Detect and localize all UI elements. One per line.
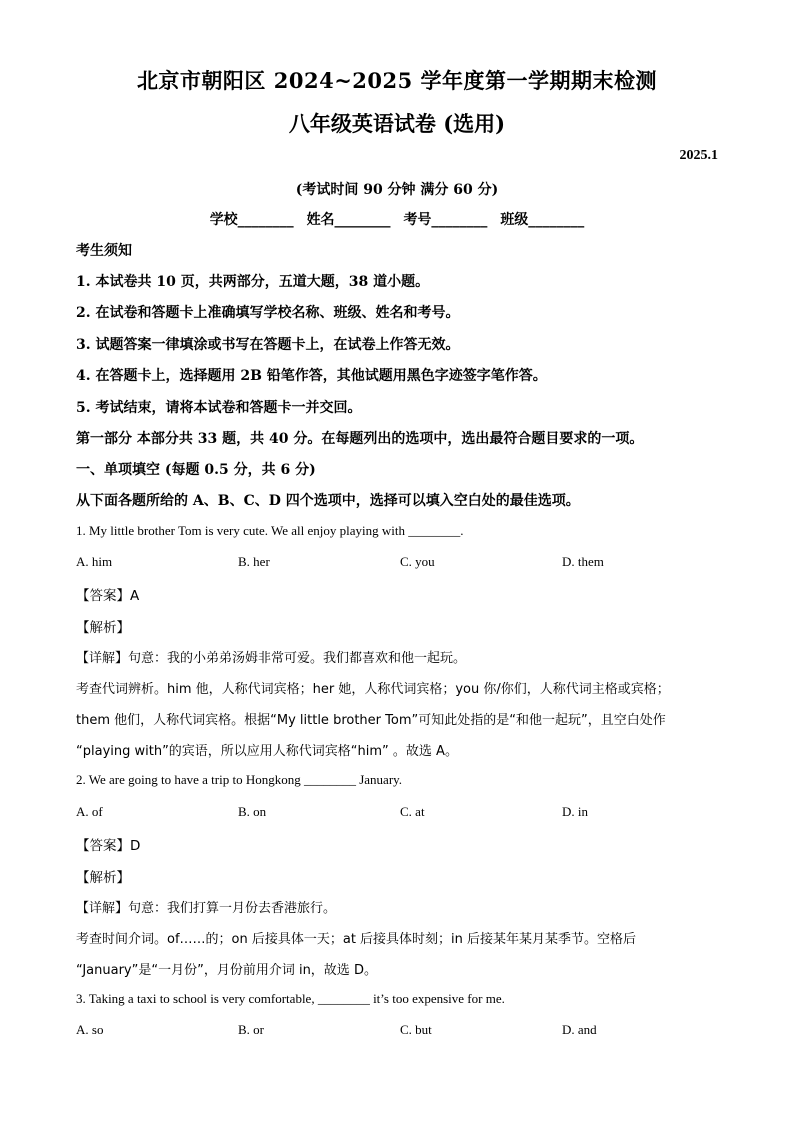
option-d: D. and [562, 1022, 597, 1037]
notice-item: 4. 在答题卡上，选择题用 2B 铅笔作答，其他试题用黑色字迹签字笔作答。 [76, 368, 547, 384]
option-b: B. on [238, 804, 267, 819]
answer-value: A [130, 588, 140, 604]
school-field: 学校________ [209, 212, 294, 228]
option-a: A. of [76, 804, 103, 819]
part1-heading: 第一部分 本部分共 33 题，共 40 分。在每题列出的选项中，选出最符合题目要求的一项。 [76, 431, 644, 447]
notice-item: 5. 考试结束，请将本试卷和答题卡一并交回。 [76, 400, 362, 416]
question-stem: 1. My little brother Tom is very cute. We all enjoy playing with ________. [76, 523, 464, 538]
question-stem: 2. We are going to have a trip to Hongkong ________ January. [76, 772, 403, 787]
answer-line [76, 834, 140, 854]
section1-instruction: 从下面各题所给的 A、B、C、D 四个选项中，选择可以填入空白处的最佳选项。 [76, 493, 580, 509]
option-a: A. him [76, 554, 113, 569]
option-a: A. so [76, 1022, 104, 1037]
notice-item: 3. 试题答案一律填涂或书写在答题卡上，在试卷上作答无效。 [76, 337, 460, 353]
option-d: D. in [562, 804, 588, 819]
class-field: 班级________ [500, 212, 585, 228]
detail-line: “playing with”的宾语，所以应用人称代词宾格“him” 。故选 A。 [76, 744, 458, 759]
notice-item: 1. 本试卷共 10 页，共两部分，五道大题，38 道小题。 [76, 274, 430, 290]
answer-label: 【答案】 [76, 838, 130, 854]
answer-value: D [130, 838, 141, 854]
detail-line: them 他们，人称代词宾格。根据“My little brother Tom”可知此处指的是“和他一起玩”，且空白处作 [76, 713, 666, 728]
option-c: C. at [400, 804, 425, 819]
exam-date: 2025.1 [679, 148, 718, 163]
detail-line: 考查时间介词。of……的；on 后接具体一天；at 后接具体时刻；in 后接某年某月某季节。空格后 [76, 932, 637, 947]
section1-heading: 一、单项填空 (每题 0.5 分，共 6 分) [76, 462, 316, 478]
option-d: D. them [562, 554, 604, 569]
option-b: B. or [238, 1022, 264, 1037]
answer-line [76, 584, 139, 604]
answer-label: 【答案】 [76, 588, 130, 604]
notice-heading: 考生须知 [76, 243, 132, 259]
analysis-label: 【解析】 [76, 870, 130, 886]
question-stem: 3. Taking a taxi to school is very comfortable, ________ it’s too expensive for me. [76, 991, 505, 1006]
exam-time-note: (考试时间 90 分钟 满分 60 分) [295, 182, 499, 198]
exam-number-field: 考号________ [403, 212, 488, 228]
exam-title: 北京市朝阳区 2024~2025 学年度第一学期期末检测 [136, 68, 658, 93]
analysis-label: 【解析】 [76, 620, 130, 636]
option-b: B. her [238, 554, 270, 569]
notice-item: 2. 在试卷和答题卡上准确填写学校名称、班级、姓名和考号。 [76, 305, 460, 321]
option-c: C. but [400, 1022, 432, 1037]
name-field: 姓名________ [306, 212, 391, 228]
exam-subtitle: 八年级英语试卷 (选用) [288, 111, 506, 136]
detail-line: 考查代词辨析。him 他，人称代词宾格；her 她，人称代词宾格；you 你/你们，人称代词主格或宾格； [76, 682, 670, 697]
detail-line: 【详解】句意：我们打算一月份去香港旅行。 [76, 901, 337, 916]
student-info-row [0, 209, 794, 229]
detail-line: “January”是“一月份”，月份前用介词 in，故选 D。 [76, 963, 377, 978]
detail-line: 【详解】句意：我的小弟弟汤姆非常可爱。我们都喜欢和他一起玩。 [76, 651, 467, 666]
option-c: C. you [400, 554, 435, 569]
